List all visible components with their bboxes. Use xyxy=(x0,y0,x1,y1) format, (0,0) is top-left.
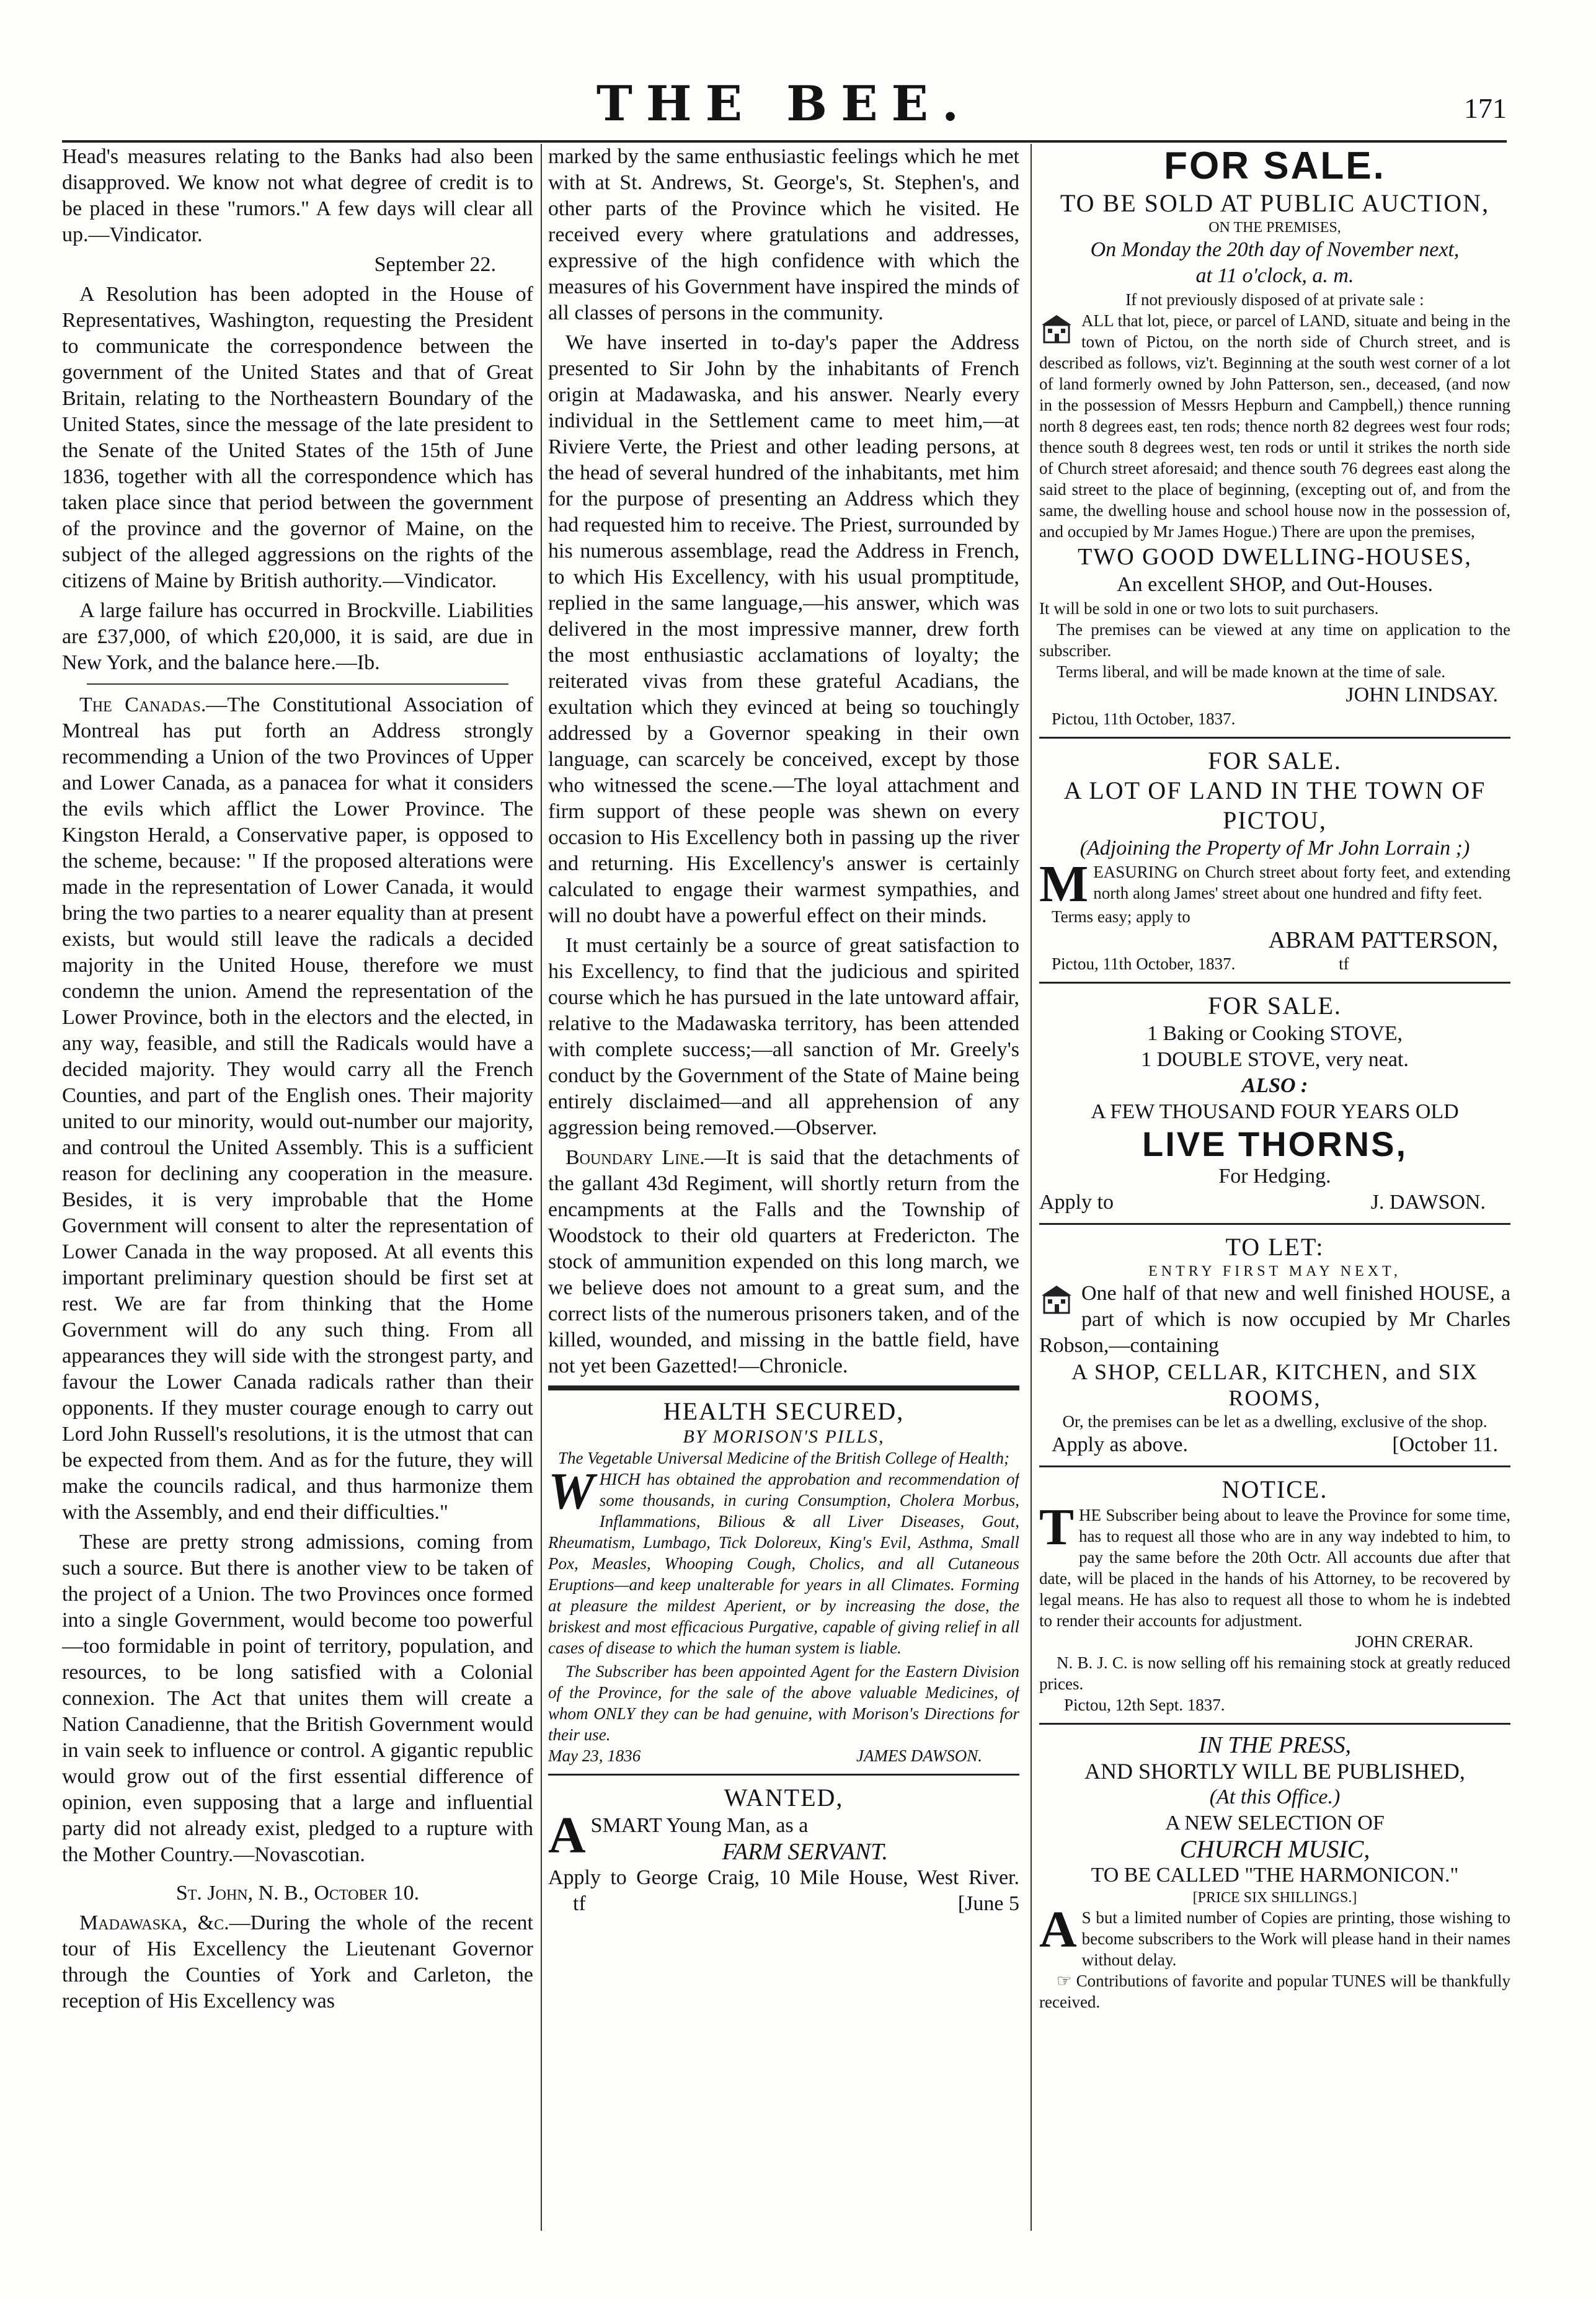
ad-line: It will be sold in one or two lots to suit purchasers. xyxy=(1039,599,1379,618)
ad-agent-note: The Subscriber has been appointed Agent for the Eastern Division of the Province, for the sale of the above valuable Medicines, of whom ONLY they can be had genuine, with Morison's Directions for their use. xyxy=(548,1662,1019,1744)
drop-cap: A xyxy=(1039,1901,1077,1959)
ad-line: For Hedging. xyxy=(1218,1165,1331,1188)
ad-title: TO LET: xyxy=(1225,1233,1324,1261)
ad-line: FARM SERVANT. xyxy=(722,1839,889,1865)
ad-subtitle: The Vegetable Universal Medicine of the British College of Health; xyxy=(557,1449,1010,1467)
ad-line: A LOT OF LAND IN THE TOWN OF PICTOU, xyxy=(1063,776,1486,834)
page-number: 171 xyxy=(1464,92,1507,124)
ad-body xyxy=(1039,855,1510,913)
pointing-hand-icon: ☞ xyxy=(1057,1972,1072,1990)
article-paragraph: Head's measures relating to the Banks had also been disapproved. We know not what degree of credit is to be placed in these "rumors." A few days will clear all up.—Vindicator. xyxy=(62,145,533,246)
article-paragraph: It must certainly be a source of great satisfaction to his Excellency, to find that the judicious and spirited course which he has pursued in the late untoward affair, relative to the Madawaska territory, has been attended with complete success;—all sanction of Mr. Greely's conduct by the Government of the State of Maine being entirely disclaimed—and all apprehension of any aggression being removed.—Observer. xyxy=(548,934,1019,1139)
ad-line: Apply to xyxy=(1039,1191,1114,1214)
ad-date: Pictou, 11th October, 1837. xyxy=(1052,954,1236,973)
ad-line: Apply as above. xyxy=(1052,1433,1189,1456)
ad-line: Or, the premises can be let as a dwelling, exclusive of the shop. xyxy=(1062,1412,1487,1431)
ad-date: May 23, 1836 xyxy=(548,1746,641,1765)
ad-line: ENTRY FIRST MAY NEXT, xyxy=(1148,1263,1401,1279)
newspaper-title: THE BEE. xyxy=(596,76,973,132)
ad-line: On Monday the 20th day of November next, xyxy=(1090,238,1460,261)
ad-body xyxy=(1039,310,1510,542)
masthead-rule xyxy=(62,140,1507,143)
advertisement-to-let xyxy=(1039,1232,1510,1458)
ad-date: [June 5 xyxy=(957,1892,1019,1915)
advertisement-stoves xyxy=(1039,991,1510,1216)
article-paragraph: We have inserted in to-day's paper the Address presented to Sir John by the inhabitants of French origin at Madawaska, and his answer. Nearly every individual in the Settlement came to meet him,—at Riviere Verte, the Priest and other leading persons, at the head of several hundred of the inhabitants, met him for the purpose of presenting an Address which they had requested him to receive. The Priest, surrounded by his numerous assemblage, read the Address in French, to which His Excellency, with his usual promptitude, replied in the same language,—his answer, which was delivered in the most impressive manner, drew forth the most enthusiastic acclamations of loyalty; the reiterated vivas from these grateful Acadians, the exultation which they evinced at being so touchingly addressed by a Governor speaking in their own language, can scarcely be conceived, except by those who witnessed the scene.—The loyal attachment and firm support of these people was shewn on every occasion to His Excellency both in passing up the river and returning. His Excellency's answer is certainly calculated to engage their warmest sympathies, and will no doubt have a powerful effect on their minds. xyxy=(548,331,1019,927)
article-text: —The Constitutional Association of Montreal has put forth an Address strongly recommending a Union of the two Provinces of Upper and Lower Canada, as a panacea for what it considers the evils which afflict the Lower Province. The Kingston Herald, a Conservative paper, is opposed to the scheme, because: " If the proposed alterations were made in the representation of Lower Canada, it would bring the two parties to a nearer equality than at present exists, but would still leave the radicals a decided majority in the United House, therefore we must condemn the union. Amend the representation of the Lower Province, both in the electors and the elected, in any way, feasible, and still the Radicals would have a decided majority. They would carry all the French Counties, and part of the English ones. Their majority united to our minority, would out-number our majority, and controul the United Assembly. This is a sufficient reason for declining any cooperation in the measure. Besides, it is very improbable that the Home Government will consent to alter the representation of Lower Canada in the way proposed. At all events this important preliminary question should be first set at rest. We are far from thinking that the Home Government will do any such thing. From all appearances they will side with the strongest party, and favour the Lower Canada radicals rather than their opponents. If they muster courage enough to carry out Lord John Russell's resolutions, it is the utmost that can be expected from them. And as for the future, they will make the councils radical, and thus harmonize them with the Assembly, and end their difficulties." xyxy=(62,693,533,1524)
ad-line: An excellent SHOP, and Out-Houses. xyxy=(1117,573,1433,596)
ad-line: CHURCH MUSIC, xyxy=(1179,1835,1370,1863)
separator xyxy=(1039,737,1510,739)
article-lead: Madawaska, &c. xyxy=(79,1911,229,1934)
ad-name: JOHN CRERAR. xyxy=(1355,1632,1473,1651)
separator xyxy=(1039,982,1510,984)
advertisement-wanted xyxy=(548,1783,1019,1917)
ad-line: A SHOP, CELLAR, KITCHEN, and SIX ROOMS, xyxy=(1071,1359,1478,1410)
advertisement-harmonicon xyxy=(1039,1732,1510,2012)
drop-cap: W xyxy=(548,1462,595,1520)
house-icon xyxy=(1039,313,1074,344)
dateline: St. John, N. B., October 10. xyxy=(175,1882,420,1905)
ad-line: [PRICE SIX SHILLINGS.] xyxy=(1192,1890,1357,1906)
ad-line: Terms liberal, and will be made known at the time of sale. xyxy=(1057,662,1446,681)
ad-line: ALSO : xyxy=(1241,1074,1308,1097)
ad-line: The premises can be viewed at any time on application to the subscriber. xyxy=(1039,620,1510,660)
ad-name: J. DAWSON. xyxy=(1370,1191,1486,1214)
ad-body xyxy=(1039,1498,1510,1631)
drop-cap: A xyxy=(548,1807,586,1864)
ad-body-text: One half of that new and well finished HOUSE, a part of which is now occupied by Mr Charles Robson,—containing xyxy=(1039,1282,1510,1357)
article-paragraph xyxy=(62,1910,533,2014)
column-3 xyxy=(1039,144,1510,2231)
ad-title: FOR SALE. xyxy=(1208,992,1342,1020)
dateline: September 22. xyxy=(374,253,496,276)
separator xyxy=(1039,1723,1510,1725)
ad-date: [October 11. xyxy=(1392,1433,1498,1456)
column-2 xyxy=(548,144,1019,2231)
article-paragraph: These are pretty strong admissions, coming from such a source. But there is another view to be taken of the project of a Union. The two Provinces once formed into a single Government, would become too powerful—too formidable in point of territory, population, and resources, to be long satisfied with a Colonial connexion. The Act that unites them will create a Nation Canadienne, that the British Government would in vain seek to influence or control. A gigantic republic would grow out of the first essential difference of opinion, even supposing that a large and influential party did not already exist, pledged to a rupture with the Mother Country.—Novascotian. xyxy=(62,1531,533,1866)
ad-body-text: HICH has obtained the approbation and recommendation of some thousands, in curing Consumption, Cholera Morbus, Inflammations, Bilious & all Liver Diseases, Gout, Rheumatism, Lumbago, Tick Doloreux, King's Evil, Asthma, Small Pox, Measles, Whooping Cough, Cholics, and all Cutaneous Eruptions—and keep unalterable for years in all Climates. Forming at pleasure the mildest Aperient, or by increasing the dose, the briskest and most efficacious Purgative, capable of giving relief in all cases of disease to which the human system is liable. xyxy=(548,1470,1019,1657)
ad-line: Terms easy; apply to xyxy=(1052,907,1190,926)
ad-line: TO BE CALLED "THE HARMONICON." xyxy=(1091,1864,1459,1887)
separator xyxy=(1039,1465,1510,1467)
masthead xyxy=(62,69,1507,144)
ad-line: SMART Young Man, as a xyxy=(590,1814,809,1837)
ad-title: HEALTH SECURED, xyxy=(663,1397,905,1425)
ad-line: AND SHORTLY WILL BE PUBLISHED, xyxy=(1084,1759,1465,1784)
house-icon xyxy=(1039,1283,1074,1314)
ad-name: JAMES DAWSON. xyxy=(856,1746,982,1765)
ad-subtitle: BY MORISON'S PILLS, xyxy=(683,1426,885,1447)
ad-title: NOTICE. xyxy=(1221,1475,1328,1503)
article-lead: The Canadas. xyxy=(79,693,206,716)
ad-line: ON THE PREMISES, xyxy=(1208,220,1341,236)
ad-line: LIVE THORNS, xyxy=(1142,1124,1408,1163)
article-paragraph: A Resolution has been adopted in the House of Representatives, Washington, requesting the President to communicate the correspondence between the government of the United States and that of Great Britain, relating to the Northeastern Boundary of the United States, since the message of the late president to the Senate of the United States of the 15th of June 1836, together with all the correspondence which has taken place since that period between the government of the province and the governor of Maine, on the subject of the alleged aggressions on the rights of the citizens of Maine by British authority.—Vindicator. xyxy=(62,283,533,592)
article-text: —During the whole of the recent tour of His Excellency the Lieutenant Governor through the Counties of York and Carleton, the reception of His Excellency was xyxy=(62,1911,533,2012)
ad-signature xyxy=(548,1745,1019,1766)
separator xyxy=(1039,1223,1510,1225)
ad-line xyxy=(1039,1970,1510,2012)
ad-contact xyxy=(548,1865,1019,1917)
ad-line: A FEW THOUSAND FOUR YEARS OLD xyxy=(1091,1100,1459,1123)
separator xyxy=(548,1774,1019,1776)
article-paragraph xyxy=(62,692,533,1526)
advertisement-lot-of-land xyxy=(1039,746,1510,974)
ad-date-line xyxy=(1039,953,1510,974)
separator xyxy=(87,683,508,685)
ad-body xyxy=(1039,1281,1510,1359)
column-divider xyxy=(541,144,542,2231)
ad-body-text: Contributions of favorite and popular TUNES will be thankfully received. xyxy=(1039,1972,1510,2011)
article-paragraph: marked by the same enthusiastic feelings which he met with at St. Andrews, St. George's, St. Stephen's, and other parts of the Province which he visited. He received every where gratulations and addresses, expressive of the high confidence with which the measures of his Government have inspired the minds of all classes of persons in the community. xyxy=(548,145,1019,324)
article-paragraph: A large failure has occurred in Brockville. Liabilities are £37,000, of which £20,000, it is said, are due in New York, and the balance here.—Ib. xyxy=(62,599,533,674)
article-paragraph xyxy=(548,1145,1019,1379)
ad-line: N. B. J. C. is now selling off his remaining stock at greatly reduced prices. xyxy=(1039,1653,1510,1693)
ad-line: at 11 o'clock, a. m. xyxy=(1195,264,1354,287)
ad-body-text: HE Subscriber being about to leave the Province for some time, has to request all those who are in any way indebted to him, to pay the same before the 20th Octr. All accounts due after that date, will be placed in the hands of his Attorney, to be recovered by legal means. He has also to request all those to whom he is indebted to render their accounts for adjustment. xyxy=(1039,1506,1510,1630)
drop-cap: T xyxy=(1039,1498,1075,1556)
ad-name: ABRAM PATTERSON, xyxy=(1268,927,1498,953)
ad-name: JOHN LINDSAY. xyxy=(1346,683,1498,706)
ad-body-text: ALL that lot, piece, or parcel of LAND, situate and being in the town of Pictou, on the north side of Church street, and is described as follows, viz't. Beginning at the south west corner of a lot of land formerly owned by John Patterson, sen., deceased, (and now in the possession of Messrs Hepburn and Campbell,) thence running north 8 degrees east, ten rods; thence north 82 degrees west four rods; thence south 8 degrees west, ten rods or until it strikes the north side of Church street aforesaid; and thence south 76 degrees east along the said street to the place of beginning, (excepting out of, and from the same, the dwelling house and school house now in the possession of, and occupied by Mr James Hogue.) There are upon the premises, xyxy=(1039,311,1510,541)
ad-title: FOR SALE. xyxy=(1208,747,1342,775)
drop-cap: M xyxy=(1039,855,1089,913)
ad-title: WANTED, xyxy=(724,1784,844,1812)
column-1 xyxy=(62,144,533,2231)
column-divider xyxy=(1031,144,1032,2231)
ad-body xyxy=(548,1807,1019,1865)
advertisement-auction xyxy=(1039,144,1510,729)
advertisement-notice xyxy=(1039,1475,1510,1715)
ad-signature xyxy=(1039,1432,1510,1458)
ad-line: (At this Office.) xyxy=(1209,1785,1341,1808)
separator xyxy=(548,1385,1019,1390)
ad-line: 1 DOUBLE STOVE, very neat. xyxy=(1141,1048,1409,1071)
ad-line: If not previously disposed of at private sale : xyxy=(1125,290,1424,309)
ad-body xyxy=(1039,1901,1510,1970)
ad-line: (Adjoining the Property of Mr John Lorrain ;) xyxy=(1080,837,1470,860)
ad-date: Pictou, 11th October, 1837. xyxy=(1052,709,1236,728)
ad-line: TO BE SOLD AT PUBLIC AUCTION, xyxy=(1060,189,1490,217)
ad-title: FOR SALE. xyxy=(1164,145,1386,187)
ad-code: tf xyxy=(1339,954,1349,973)
ad-line: TWO GOOD DWELLING-HOUSES, xyxy=(1078,544,1472,570)
article-lead: Boundary Line. xyxy=(565,1146,705,1169)
ad-date: Pictou, 12th Sept. 1837. xyxy=(1064,1696,1225,1714)
advertisement-morisons-pills xyxy=(548,1397,1019,1766)
ad-code: tf xyxy=(573,1892,586,1915)
ad-signature xyxy=(1039,1190,1510,1216)
ad-body xyxy=(548,1462,1019,1658)
ad-line: IN THE PRESS, xyxy=(1199,1732,1351,1758)
ad-body-text: S but a limited number of Copies are printing, those wishing to become subscribers to the Work will please hand in their names without delay. xyxy=(1081,1908,1510,1969)
ad-line: A NEW SELECTION OF xyxy=(1165,1812,1385,1834)
ad-line: 1 Baking or Cooking STOVE, xyxy=(1146,1022,1403,1045)
ad-body-text: EASURING on Church street about forty feet, and extending north along James' street about one hundred and fifty feet. xyxy=(1093,863,1510,902)
article-text: —It is said that the detachments of the gallant 43d Regiment, will shortly return from the encampments at the Falls and the Township of Woodstock to their old quarters at Fredericton. The stock of ammunition expended on this long march, we we believe does not amount to a great sum, and the correct lists of the numerous prisoners taken, and of the killed, wounded, and missing in the battle field, have not yet been Gazetted!—Chronicle. xyxy=(548,1146,1019,1377)
ad-body-text: Apply to George Craig, 10 Mile House, West River. xyxy=(548,1866,1019,1889)
